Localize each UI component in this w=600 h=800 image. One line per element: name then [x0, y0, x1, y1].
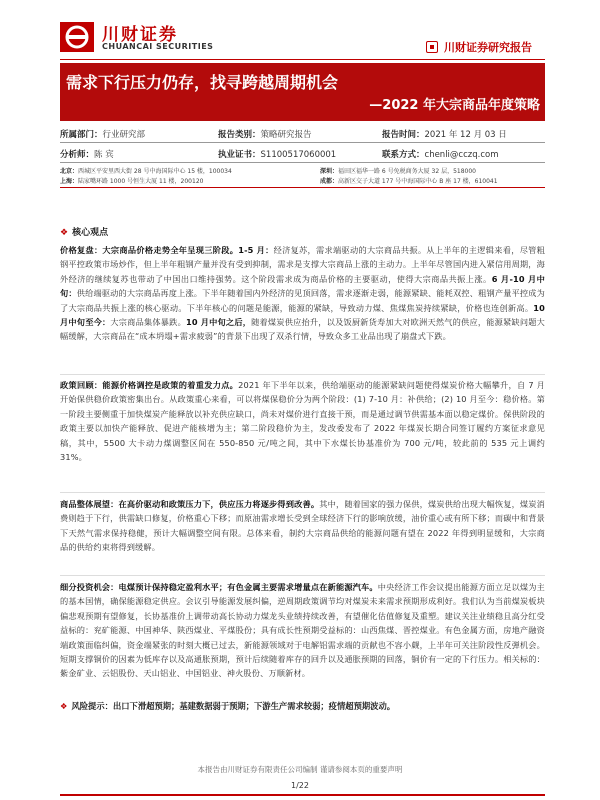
paragraph-divider: [60, 374, 545, 375]
logo-cn-name: 川财证券: [102, 25, 178, 45]
report-series-label: 川财证券研究报告: [444, 41, 532, 54]
header-divider: [60, 59, 545, 60]
report-date-info: 报告时间：2021 年 12 月 03 日: [382, 130, 507, 140]
chuancai-logo-icon: [60, 22, 94, 52]
report-title: 需求下行压力仍存，找寻跨越周期机会: [66, 73, 339, 92]
paragraph-divider: [60, 575, 545, 576]
core-views-heading: ❖ 核心观点: [60, 228, 109, 238]
diamond-bullet-icon: ❖: [60, 701, 68, 711]
address-shenzhen: 深圳：福田区福华一路 6 号免税商务大厦 32 层，518000: [320, 168, 477, 175]
paragraph-policy-review: 政策回顾：能源价格调控是政策的着重发力点。2021 年下半年以来，供给端驱动的能源紧缺问题使得煤炭价格大幅攀升，自 7 月开始保供稳价政策密集出台。从政策重心来看，可以将煤保稳价分为两个阶段：(1) 7-10 月：补供给；(2) 10 月至今：稳价格。第一阶段主要侧重于加快煤炭产能释放以补充供应缺口，尚未对煤价进行直接干预，而是通过调节供需基本面以稳定煤价。保供阶段的政策主要以加快产能释放、促进产能核增为主；第二阶段稳价为主，发改委发布了 2022 年煤炭长期合同签订履约方案征求意见稿，其中，5500 大卡动力煤调整区间在 550-850 元/吨之间，其中下水煤长协基准价为 700 元/吨，较此前的 535 元上调约 31%。: [60, 380, 546, 463]
info-divider-3: [60, 187, 545, 188]
page-number: 1/22: [291, 781, 309, 790]
page-header: [0, 0, 600, 70]
logo-en-name: CHUANCAI SECURITIES: [102, 42, 214, 51]
address-chengdu: 成都：高新区交子大道 177 号中海国际中心 B 座 17 楼，610041: [320, 178, 498, 185]
diamond-bullet-icon: ❖: [60, 228, 69, 238]
certificate-info: 执业证书：S1100517060001: [218, 150, 337, 160]
paragraph-overall-outlook: 商品整体展望：在高价驱动和政策压力下，供应压力将逐步得到改善。其中，随着国家的强力保供，煤炭供给出现大幅恢复，煤炭消费则趋于下行，供需缺口修复，价格重心下移；而原油需求增长受到全球经济下行的影响放缓，油价重心或有所下移；而碳中和背景下天然气需求保持稳健，预计大幅调整空间有限。总体来看，制约大宗商品供给的能源问题有望在 2022 年得到明显缓和，大宗商品的供给约束将得到缓解。: [60, 499, 545, 553]
report-series-icon: [426, 41, 438, 53]
info-divider-1: [60, 142, 545, 143]
dept-info: 所属部门：行业研究部: [60, 130, 146, 140]
address-shanghai: 上海：陆家嘴环路 1000 号恒生大厦 11 楼，200120: [60, 178, 204, 185]
info-divider-2: [60, 162, 545, 163]
risk-warning: ❖ 风险提示：出口下滑超预期；基建数据弱于预期；下游生产需求较弱；疫情超预期波动。: [60, 701, 396, 711]
contact-info[interactable]: 联系方式：chenli@cczq.com: [382, 150, 499, 160]
analyst-info: 分析师：陈 宾: [60, 150, 114, 160]
address-beijing: 北京：西城区平安里西大街 28 号中海国际中心 15 楼，100034: [60, 168, 232, 175]
footer-divider: [60, 794, 545, 796]
footer-disclaimer: 本报告由川财证券有限责任公司编制 谨请参阅本页的重要声明: [197, 765, 403, 774]
report-subtitle: —2022 年大宗商品年度策略: [369, 98, 540, 113]
paragraph-price-review: 价格复盘：大宗商品价格走势全年呈现三阶段。1-5 月：经济复苏，需求端驱动的大宗商品共振。从上半年的主逻辑来看，尽管粗钢平控政策市场炒作，但上半年粗钢产量并没有受到抑制，需求是支撑大宗商品上涨的主动力。上半年尽管国内进入紧信用周期，海外经济的继续复苏也带动了中国出口维持强势。这个阶段需求成为商品价格的主要驱动，使得大宗商品共振上涨。6 月-10 月中旬：供给端驱动的大宗商品再度上涨。下半年随着国内外经济的见顶回落，需求逐渐走弱，能源紧缺、能耗双控、粗钢产量平控成为了大宗商品共振上涨的核心驱动。下半年核心的问题是能源，能源的紧缺，导致动力煤、焦煤焦炭持续紧缺，价格也连创新高。10 月中旬至今：大宗商品集体暴跌。10 月中旬之后，随着煤炭供应抬升，以及饭厨新货寿加大对欧洲天然气的供应，能源紧缺问题大幅缓解，大宗商品在“成本坍塌+需求疲弱”的背景下出现了双杀行情，导致众多工业品出现了崩盘式下跌。: [60, 245, 546, 342]
paragraph-investment-opportunities: 细分投资机会：电煤预计保持稳定盈利水平；有色金属主要需求增量点在新能源汽车。中央经济工作会议提出能源方面立足以煤为主的基本国情，确保能源稳定供应。会议引导能源发展纠偏，逆周期政策调节均对煤炭未来需求预期形成利好。我们认为当前煤炭板块偏悲观预期有望修复，长协基准价上调带动高长协动力煤龙头业绩持续改善，有望催化估值修复及重塑。建议关注业绩稳且高分红受益标的：兖矿能源、中国神华、陕西煤业、平煤股份；具有成长性预期受益标的：山西焦煤、晋控煤业。有色金属方面，房地产融资端政策面临纠偏，资金端紧张的时刻大概已过去，新能源领域对于电解铝需求端的贡献也不容小觑，上半年可关注阶段性反弹机会。短期支撑铜价的因素为低库存以及高通胀预期，预计后续随着库存的回升以及通胀预期的回落，铜价有一定的下行压力。相关标的：紫金矿业、云铝股份、天山铝业、中国铝业、神火股份、万顺新材。: [60, 582, 545, 679]
paragraph-divider: [60, 492, 545, 493]
report-type-info: 报告类别：策略研究报告: [218, 130, 312, 140]
